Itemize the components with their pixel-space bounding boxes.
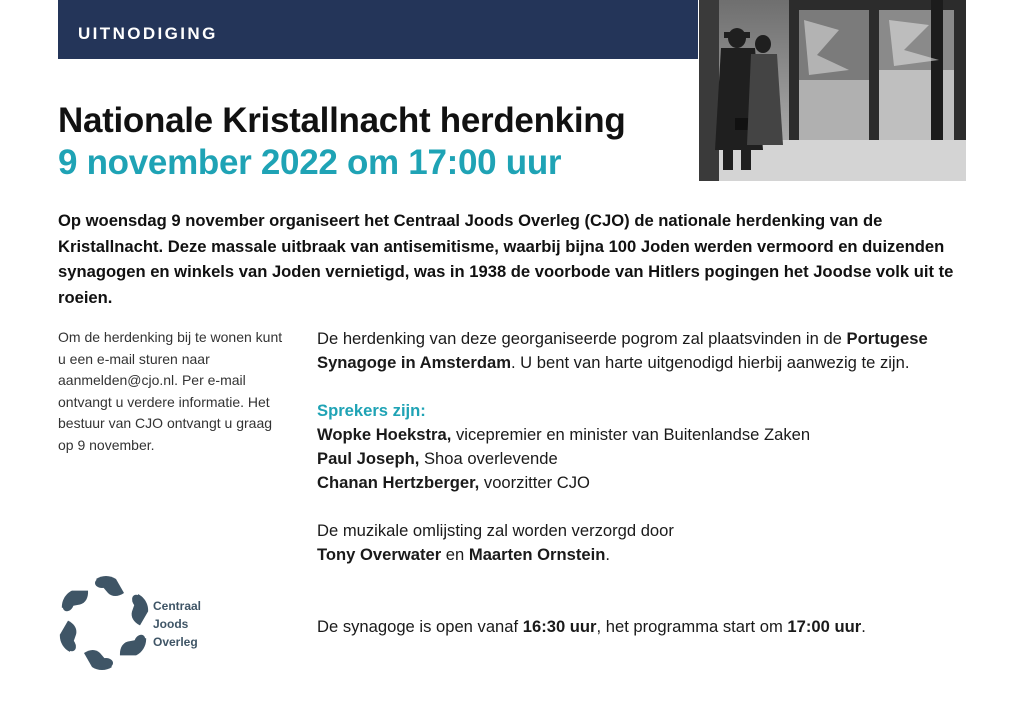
banner-label: UITNODIGING: [78, 24, 218, 43]
speaker-name: Wopke Hoekstra,: [317, 425, 452, 444]
location-name: Portugese Synagoge in Amsterdam: [317, 329, 928, 372]
rsvp-text: Om de herdenking bij te wonen kunt u een e-mail sturen naar: [58, 329, 283, 367]
times-end: .: [861, 617, 866, 636]
location-outro: . U bent van harte uitgenodigd hierbij aanwezig te zijn.: [510, 353, 910, 372]
speaker-row: [317, 447, 977, 471]
location-paragraph: [317, 327, 977, 375]
musician-name: Tony Overwater: [317, 545, 442, 564]
logo-text: [153, 597, 201, 651]
rsvp-email-link[interactable]: aanmelden@cjo.nl: [58, 372, 175, 388]
speaker-role: Shoa overlevende: [419, 449, 558, 468]
musician-name: Maarten Ornstein: [468, 545, 606, 564]
open-time: 16:30 uur: [522, 617, 597, 636]
event-date-time: 9 november 2022 om 17:00 uur: [58, 143, 562, 182]
music-intro: De muzikale omlijsting zal worden verzorgd door: [317, 521, 674, 540]
location-intro: De herdenking van deze georganiseerde pogrom zal plaatsvinden in de: [317, 329, 842, 348]
speaker-name: Chanan Hertzberger,: [317, 473, 480, 492]
logo-line: Joods: [153, 617, 189, 631]
times-intro: De synagoge is open vanaf: [317, 617, 523, 636]
speaker-role: vicepremier en minister van Buitenlandse Zaken: [451, 425, 811, 444]
times-middle: , het programma start om: [596, 617, 788, 636]
intro-paragraph: Op woensdag 9 november organiseert het Centraal Joods Overleg (CJO) de nationale herdenking van de Kristallnacht. Deze massale uitbraak van antisemitisme, waarbij bijna 100 Joden werden vermoord en duizenden synagogen en winkels van Joden vernietigd, was in 1938 de voorbode van Hitlers pogingen het Joodse volk uit te roeien.: [58, 211, 954, 307]
rsvp-text-after: . Per e-mail ontvangt u verdere informatie. Het bestuur van CJO ontvangt u graag op 9 november.: [58, 372, 273, 453]
times-line: [317, 615, 977, 639]
historic-photo: [699, 0, 966, 181]
rsvp-info: [58, 327, 288, 456]
logo-line: Overleg: [153, 635, 198, 649]
musicians-end: .: [605, 545, 610, 564]
musicians-and: en: [441, 545, 469, 564]
speakers-heading: Sprekers zijn:: [317, 401, 426, 420]
speaker-row: [317, 471, 977, 495]
speaker-row: [317, 423, 977, 447]
start-time: 17:00 uur: [787, 617, 862, 636]
speaker-role: voorzitter CJO: [479, 473, 590, 492]
speaker-name: Paul Joseph,: [317, 449, 420, 468]
page-title: Nationale Kristallnacht herdenking: [58, 101, 626, 140]
musicians-line: [317, 543, 977, 567]
main-content: [317, 327, 977, 639]
logo-line: Centraal: [153, 599, 202, 613]
header-banner: [58, 0, 698, 59]
